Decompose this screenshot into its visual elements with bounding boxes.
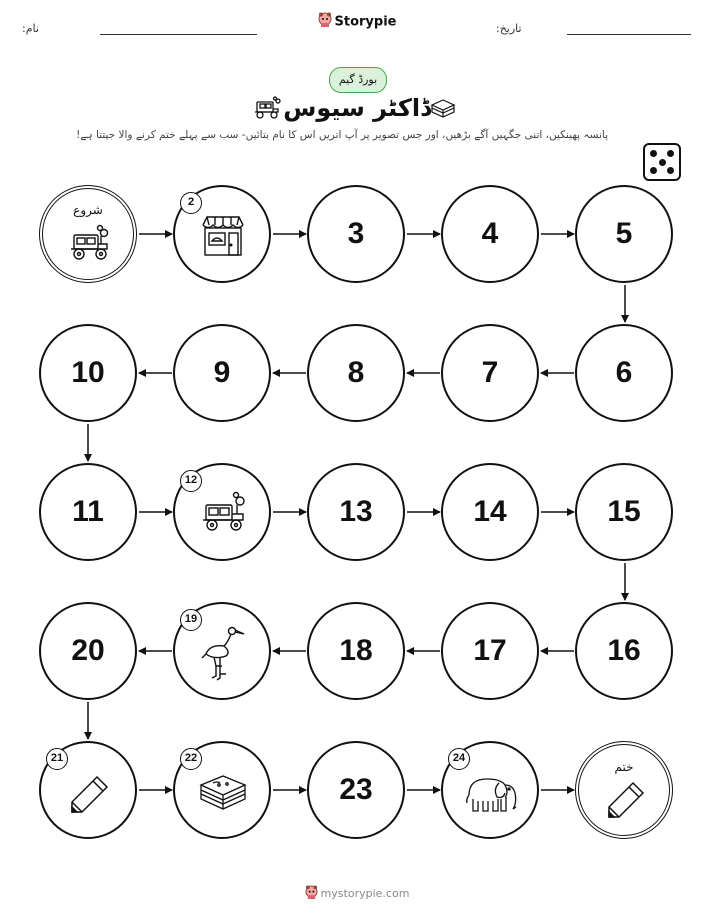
space-number: 8	[347, 356, 365, 389]
space-9	[173, 324, 271, 422]
board-game-tag: بورڈ گیم	[329, 67, 387, 93]
space-finish	[575, 741, 673, 839]
space-number: 5	[615, 217, 633, 250]
space-number: 9	[213, 356, 231, 389]
space-4	[441, 185, 539, 283]
space-11	[39, 463, 137, 561]
footer	[0, 885, 714, 903]
space-number-badge: 24	[448, 748, 470, 770]
brand-name: Storypie	[334, 14, 397, 30]
space-number: 15	[607, 495, 641, 528]
storypie-logo-icon	[305, 885, 318, 903]
stork-icon	[200, 624, 246, 686]
space-6	[575, 324, 673, 422]
space-number-badge: 2	[180, 192, 202, 214]
space-20	[39, 602, 137, 700]
space-23	[307, 741, 405, 839]
space-7	[441, 324, 539, 422]
space-15	[575, 463, 673, 561]
space-start	[39, 185, 137, 283]
finish-label: ختم	[614, 760, 634, 774]
space-number: 11	[72, 495, 104, 528]
space-17	[441, 602, 539, 700]
pencil-icon	[605, 779, 647, 825]
boxing-ring-icon	[197, 771, 249, 817]
space-number: 23	[339, 773, 373, 806]
car-icon	[67, 223, 113, 267]
shop-icon	[199, 211, 247, 263]
space-number: 13	[339, 495, 373, 528]
space-number: 6	[615, 356, 633, 389]
pencil-icon	[67, 771, 113, 821]
instructions: پانسہ پھینکیں، اتنی جگہیں آگے بڑھیں، اور جس تصویر پر آپ اتریں اس کا نام بتائیں- سب سے پہلے ختم کرنے والا جیتتا ہے!	[76, 129, 608, 141]
space-number: 18	[339, 634, 373, 667]
space-number-badge: 21	[46, 748, 68, 770]
car-icon	[199, 491, 249, 539]
space-number: 16	[607, 634, 641, 667]
space-14	[441, 463, 539, 561]
date-label: تاریخ:	[496, 22, 522, 35]
space-number-badge: 22	[180, 748, 202, 770]
space-number: 17	[473, 634, 507, 667]
space-number: 3	[347, 217, 365, 250]
start-label: شروع	[73, 203, 103, 217]
space-3	[307, 185, 405, 283]
space-number-badge: 12	[180, 470, 202, 492]
space-number: 20	[71, 634, 105, 667]
space-16	[575, 602, 673, 700]
elephant-icon	[463, 771, 521, 819]
space-8	[307, 324, 405, 422]
name-label: نام:	[22, 22, 39, 35]
space-5	[575, 185, 673, 283]
space-10	[39, 324, 137, 422]
space-number: 14	[473, 495, 507, 528]
space-number: 4	[481, 217, 499, 250]
space-number: 10	[71, 356, 105, 389]
footer-site[interactable]: mystorypie.com	[320, 887, 410, 900]
space-number-badge: 19	[180, 609, 202, 631]
page-title: ڈاکٹر سیوس	[283, 94, 431, 122]
space-13	[307, 463, 405, 561]
space-18	[307, 602, 405, 700]
space-number: 7	[481, 356, 499, 389]
